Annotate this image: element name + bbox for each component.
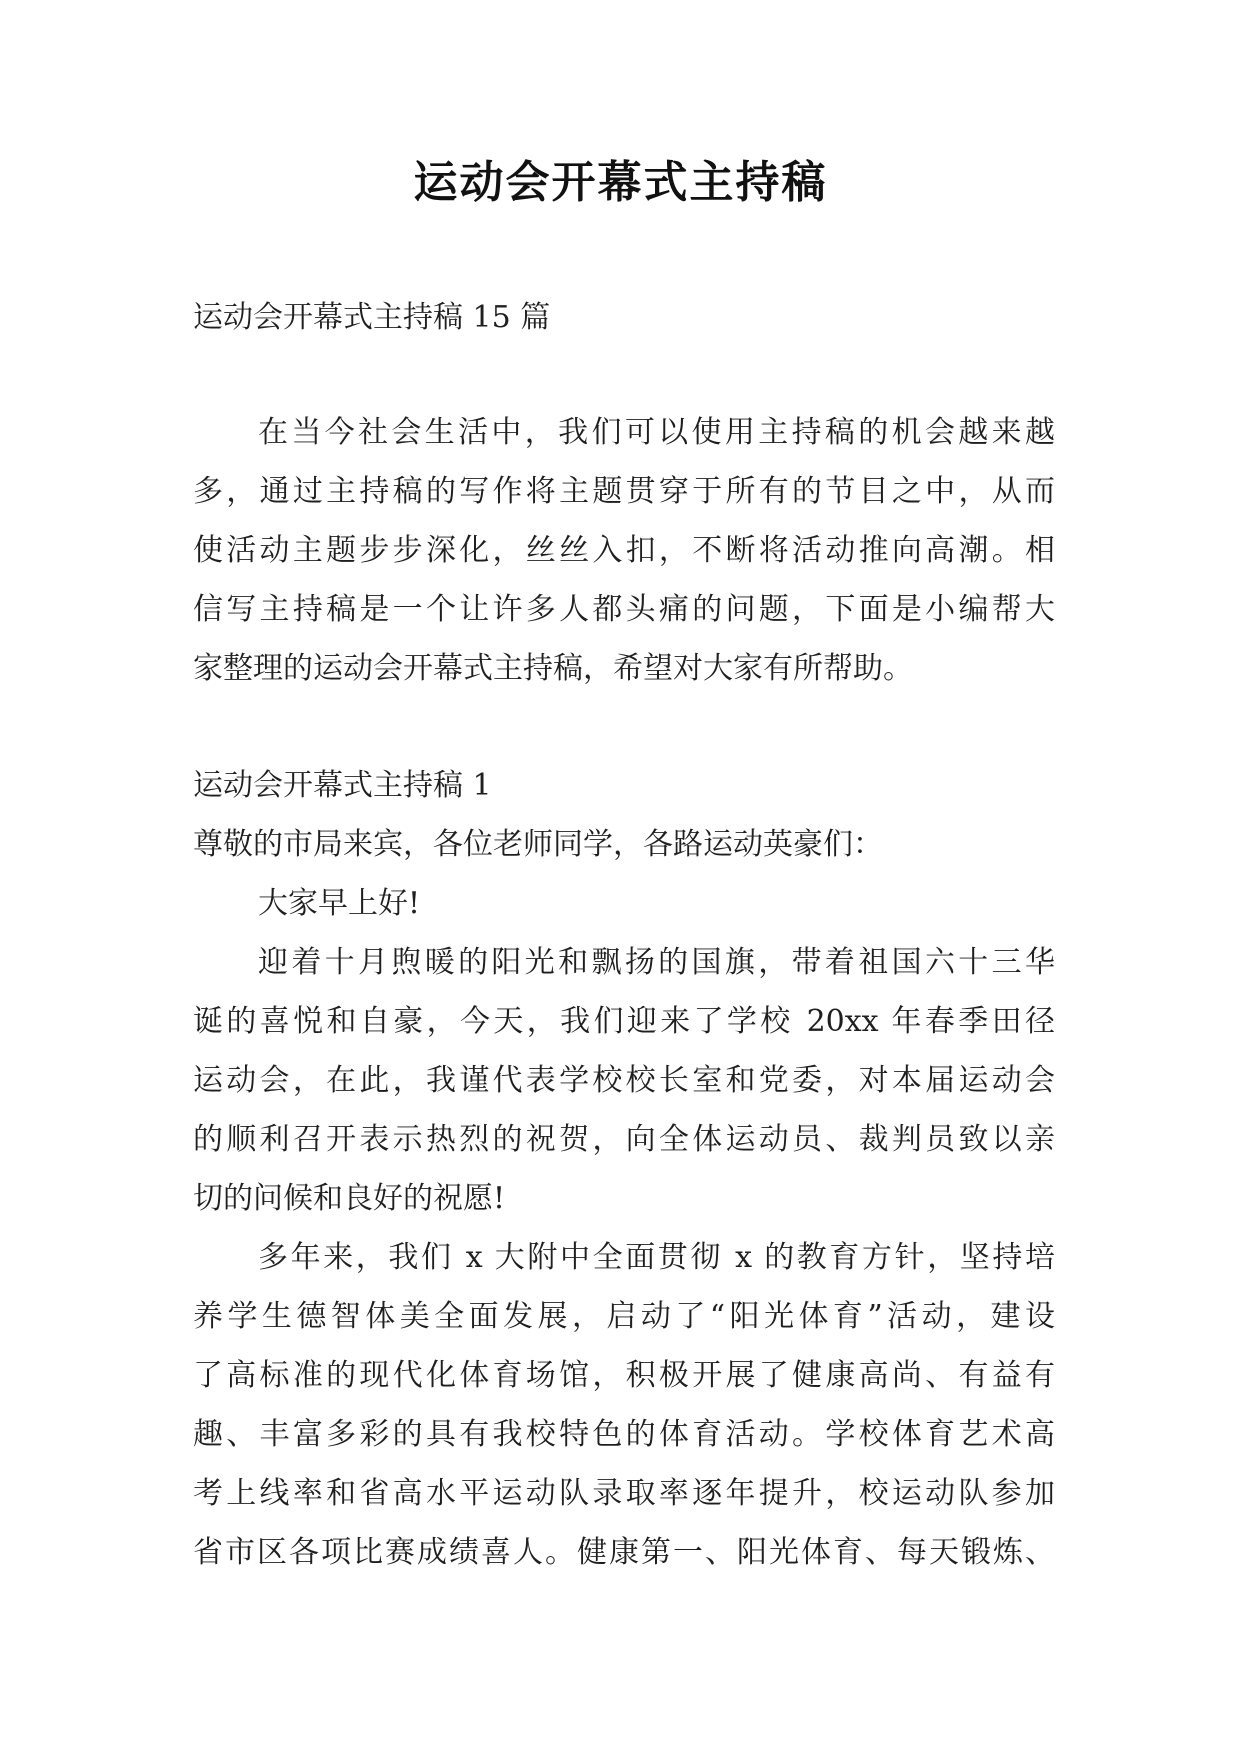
intro-paragraph	[193, 403, 1055, 698]
greeting: 大家早上好!	[258, 886, 421, 921]
paragraph-line: 诞的喜悦和自豪，今天，我们迎来了学校 20xx 年春季田径	[193, 1004, 1055, 1039]
paragraph-line: 运动会，在此，我谨代表学校校长室和党委，对本届运动会	[193, 1063, 1055, 1098]
document-title: 运动会开幕式主持稿	[413, 157, 828, 208]
paragraph-line: 省市区各项比赛成绩喜人。健康第一、阳光体育、每天锻炼、	[193, 1535, 1055, 1570]
paragraph-line: 使活动主题步步深化，丝丝入扣，不断将活动推向高潮。相	[193, 533, 1055, 568]
section-heading: 运动会开幕式主持稿 1	[193, 768, 492, 803]
salutation: 尊敬的市局来宾，各位老师同学，各路运动英豪们：	[193, 827, 883, 862]
paragraph-line: 在当今社会生活中，我们可以使用主持稿的机会越来越	[258, 415, 1055, 450]
document-body	[193, 288, 1055, 1582]
body-paragraph	[193, 1228, 1055, 1582]
paragraph-line: 的顺利召开表示热烈的祝贺，向全体运动员、裁判员致以亲	[193, 1122, 1055, 1157]
document-subtitle: 运动会开幕式主持稿 15 篇	[193, 300, 551, 335]
paragraph-line: 迎着十月煦暖的阳光和飘扬的国旗，带着祖国六十三华	[258, 945, 1055, 980]
paragraph-line: 信写主持稿是一个让许多人都头痛的问题，下面是小编帮大	[193, 592, 1055, 627]
paragraph-line: 养学生德智体美全面发展，启动了“阳光体育”活动，建设	[193, 1299, 1055, 1334]
paragraph-line: 考上线率和省高水平运动队录取率逐年提升，校运动队参加	[193, 1476, 1055, 1511]
body-paragraph	[193, 933, 1055, 1228]
paragraph-line: 趣、丰富多彩的具有我校特色的体育活动。学校体育艺术高	[193, 1417, 1055, 1452]
paragraph-line: 多，通过主持稿的写作将主题贯穿于所有的节目之中，从而	[193, 474, 1055, 509]
paragraph-line: 了高标准的现代化体育场馆，积极开展了健康高尚、有益有	[193, 1358, 1055, 1393]
paragraph-line: 切的问候和良好的祝愿!	[193, 1181, 506, 1216]
paragraph-line: 多年来，我们 x 大附中全面贯彻 x 的教育方针，坚持培	[258, 1240, 1055, 1275]
paragraph-line: 家整理的运动会开幕式主持稿，希望对大家有所帮助。	[193, 651, 913, 686]
